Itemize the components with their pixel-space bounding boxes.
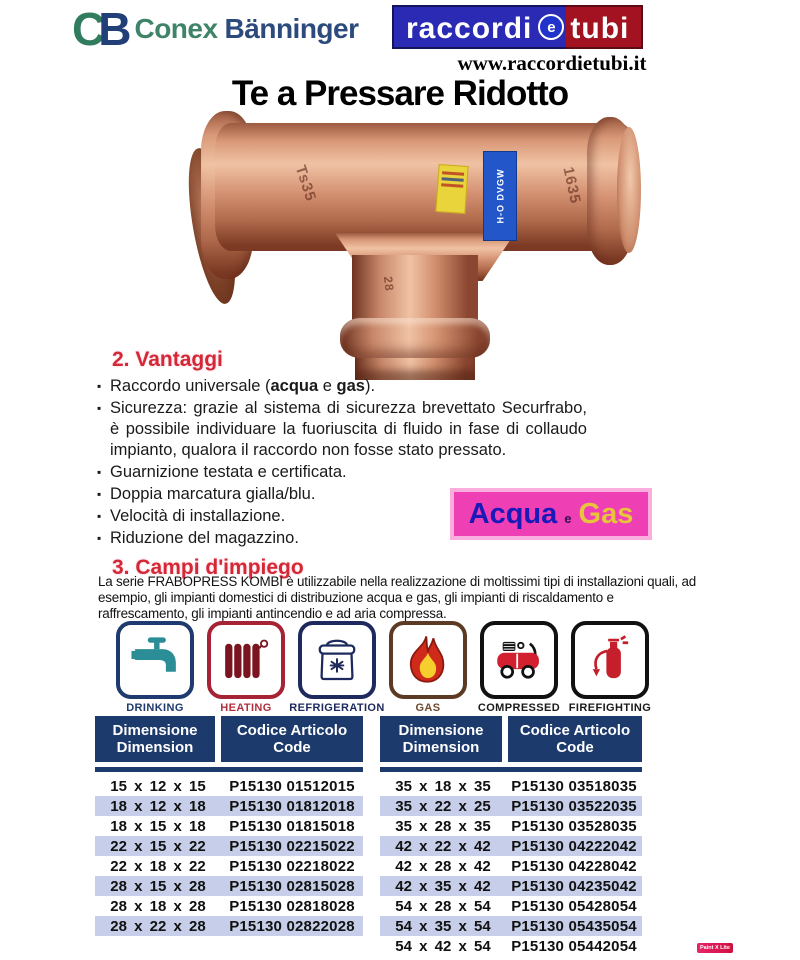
header-code-en: Code (556, 739, 594, 756)
bullet1-pre: Raccordo universale ( (110, 377, 271, 395)
code-cell: P15130 05428054 (511, 897, 637, 915)
dim-cell: 28 x 22 x 28 (110, 917, 206, 935)
app-label-heating: HEATING (220, 702, 272, 714)
header-dimension-en: Dimension (402, 739, 480, 756)
section-heading-campi: 3. Campi d'impiego (112, 556, 304, 579)
dim-cell: 28 x 18 x 28 (110, 897, 206, 915)
code-cell: P15130 04235042 (511, 877, 637, 895)
dimension-table-left (95, 716, 363, 936)
header-codice-articolo: Codice Articolo (519, 722, 631, 739)
header-code (221, 716, 363, 762)
table-row (380, 936, 642, 956)
compressor-icon-svg (490, 631, 548, 689)
dim-cell: 42 x 35 x 42 (395, 877, 491, 895)
code-cell: P15130 02815028 (229, 877, 355, 895)
table-left-rows (95, 776, 363, 936)
logo-e-badge (536, 5, 566, 49)
app-gas (389, 621, 467, 714)
dim-cell: 22 x 18 x 22 (110, 857, 206, 875)
table-row (95, 816, 363, 836)
table-row (380, 876, 642, 896)
dim-cell: 42 x 22 x 42 (395, 837, 491, 855)
header-dimension (95, 716, 215, 762)
header-dimensione: Dimensione (398, 722, 484, 739)
tee-branch-press-collar (340, 318, 490, 358)
product-photo-copper-tee (185, 105, 665, 380)
table-row (380, 916, 642, 936)
dim-cell: 42 x 28 x 42 (395, 857, 491, 875)
cooler-box-icon (298, 621, 376, 699)
brand-name (134, 13, 358, 45)
table-row (95, 916, 363, 936)
app-label-firefighting: FIREFIGHTING (568, 702, 652, 714)
code-cell: P15130 04228042 (511, 857, 637, 875)
logo-tubi-text: tubi (566, 5, 643, 49)
dim-cell: 18 x 15 x 18 (110, 817, 206, 835)
code-cell: P15130 03522035 (511, 797, 637, 815)
bullet-universal-fitting (97, 376, 587, 397)
app-heating (207, 621, 285, 714)
code-cell: P15130 03528035 (511, 817, 637, 835)
dim-cell: 22 x 15 x 22 (110, 837, 206, 855)
table-row (380, 776, 642, 796)
code-cell: P15130 01512015 (229, 777, 355, 795)
header-code (508, 716, 642, 762)
bullet1-acqua: acqua (270, 377, 319, 395)
bullet1-post: ). (364, 377, 376, 395)
tee-right-opening (617, 127, 641, 253)
header-codice-articolo: Codice Articolo (236, 722, 348, 739)
flame-icon (389, 621, 467, 699)
header-dimensione: Dimensione (112, 722, 198, 739)
code-cell: P15130 01815018 (229, 817, 355, 835)
dim-cell: 54 x 42 x 54 (395, 937, 491, 955)
app-label-compressed: COMPRESSED (477, 702, 561, 714)
cb-monogram (72, 3, 125, 55)
dim-cell: 18 x 12 x 18 (110, 797, 206, 815)
app-firefighting (568, 621, 652, 714)
badge-acqua: Acqua (468, 497, 558, 530)
header-code-en: Code (273, 739, 311, 756)
table-right-header (380, 716, 642, 762)
code-cell: P15130 05435054 (511, 917, 637, 935)
table-row (380, 836, 642, 856)
app-label-refrigeration: REFRIGERATION (289, 702, 385, 714)
dim-cell: 28 x 15 x 28 (110, 877, 206, 895)
code-cell: P15130 02215022 (229, 837, 355, 855)
stamp-left-marking: Ts35 (291, 163, 320, 204)
header-dimension (380, 716, 502, 762)
table-row (380, 896, 642, 916)
dvgw-sticker-text: H-O DVGW (495, 168, 505, 224)
code-cell: P15130 01812018 (229, 797, 355, 815)
compressor-icon (480, 621, 558, 699)
cooler-box-icon-svg (308, 631, 366, 689)
table-row (95, 796, 363, 816)
radiator-icon-svg (217, 631, 275, 689)
badge-e: e (564, 510, 572, 526)
brand-name-conex: Conex (134, 13, 218, 44)
conex-bänninger-logo (72, 3, 359, 55)
application-icons-row (116, 621, 652, 714)
dim-cell: 54 x 35 x 54 (395, 917, 491, 935)
dim-cell: 35 x 28 x 35 (395, 817, 491, 835)
cb-monogram-b: B (98, 3, 125, 55)
code-cell: P15130 04222042 (511, 837, 637, 855)
table-row (95, 856, 363, 876)
table-left-header (95, 716, 363, 762)
bullet1-gas: gas (336, 377, 365, 395)
faucet-icon-svg (126, 631, 184, 689)
brand-name-banninger: Bänninger (224, 13, 359, 44)
badge-gas: Gas (578, 497, 634, 530)
table-right-rows (380, 776, 642, 956)
app-refrigeration (289, 621, 385, 714)
table-row (95, 776, 363, 796)
code-cell: P15130 02818028 (229, 897, 355, 915)
table-left-divider-bar (95, 767, 363, 772)
dim-cell: 15 x 12 x 15 (110, 777, 206, 795)
dimension-table-right (380, 716, 642, 956)
table-row (95, 896, 363, 916)
bullet-installation-speed: ▪ Velocità di installazione. (97, 506, 587, 527)
dvgw-blue-sticker (483, 151, 517, 241)
radiator-icon (207, 621, 285, 699)
fire-extinguisher-icon (571, 621, 649, 699)
flame-icon-svg (399, 631, 457, 689)
fire-extinguisher-icon-svg (581, 631, 639, 689)
paint-x-lite-watermark: Paint X Lite (697, 943, 733, 953)
app-label-drinking: DRINKING (126, 702, 184, 714)
section-heading-vantaggi: 2. Vantaggi (112, 348, 223, 371)
acqua-gas-badge (450, 488, 652, 540)
dim-cell: 35 x 22 x 25 (395, 797, 491, 815)
table-row (380, 816, 642, 836)
bullet-stock-reduction: ▪ Riduzione del magazzino. (97, 528, 587, 549)
table-row (95, 876, 363, 896)
bullet1-mid: e (318, 377, 337, 395)
website-url[interactable]: www.raccordietubi.it (457, 51, 647, 75)
campi-paragraph: La serie FRABOPRESS KOMBI è utilizzabile nella realizzazione di moltissimi tipi di installazioni quali, ad esempio, gli impianti domestici di distribuzione acqua e gas, gli impianti di riscaldamento e raffrescamento, gli impianti antincendio e ad aria compressa. (98, 574, 697, 621)
faucet-icon (116, 621, 194, 699)
yellow-label-sticker (435, 164, 468, 214)
app-compressed (477, 621, 561, 714)
bullet-gasket: ▪ Guarnizione testata e certificata. (97, 462, 587, 483)
code-cell: P15130 03518035 (511, 777, 637, 795)
app-label-gas: GAS (415, 702, 441, 714)
stamp-branch-marking: 28 (380, 275, 397, 293)
table-row (95, 836, 363, 856)
table-row (380, 856, 642, 876)
logo-e-circle: e (538, 14, 564, 40)
table-row (380, 796, 642, 816)
bullet-double-marking: ▪ Doppia marcatura gialla/blu. (97, 484, 587, 505)
app-drinking (116, 621, 194, 714)
code-cell: P15130 02218022 (229, 857, 355, 875)
page-title: Te a Pressare Ridotto (231, 74, 569, 113)
cb-monogram-c: C (72, 3, 99, 55)
header-dimension-en: Dimension (116, 739, 194, 756)
code-cell: P15130 05442054 (511, 937, 637, 955)
code-cell: P15130 02822028 (229, 917, 355, 935)
bullet-security: ▪ Sicurezza: grazie al sistema di sicurezza brevettato Securfrabo, è possibile individuare la fuoriuscita di fluido in fase di collaudo impianto, qualora il raccordo non fosse stato pressato. (97, 398, 587, 461)
logo-raccordi-text: raccordi (392, 5, 536, 49)
table-right-divider-bar (380, 767, 642, 772)
dim-cell: 35 x 18 x 35 (395, 777, 491, 795)
raccordietubi-logo (392, 5, 643, 49)
dim-cell: 54 x 28 x 54 (395, 897, 491, 915)
stamp-right-marking: 1635 (559, 165, 584, 206)
